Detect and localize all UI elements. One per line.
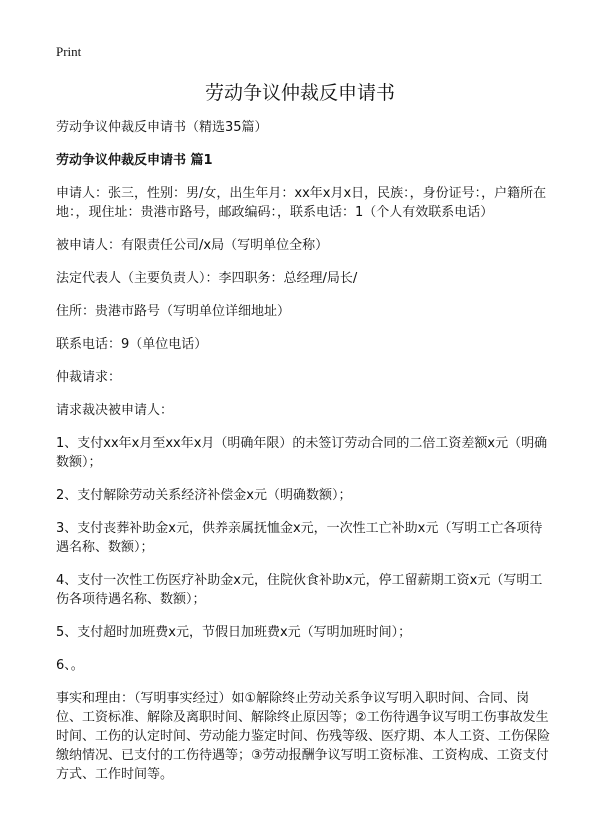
request-item-5: 5、支付超时加班费x元，节假日加班费x元（写明加班时间）； <box>56 625 412 640</box>
document-body <box>56 118 551 784</box>
request-item-1: 1、支付xx年x月至xx年x月（明确年限）的未签订劳动合同的二倍工资差额x元（明确数额）； <box>56 436 548 470</box>
contact-phone-paragraph: 联系电话：9（单位电话） <box>56 337 208 352</box>
document-subtitle: 劳动争议仲裁反申请书（精选35篇） <box>56 120 268 135</box>
facts-and-reasons-paragraph: 事实和理由：（写明事实经过）如①解除终止劳动关系争议写明入职时间、合同、岗位、工资标准、解除及离职时间、解除终止原因等；②工伤待遇争议写明工伤事故发生时间、工伤的认定时间、劳动能力鉴定时间、伤残等级、医疗期、本人工资、工伤保险缴纳情况、已支付的工伤待遇等；③劳动报酬争议写明工资标准、工资构成、工资支付方式、工作时间等。 <box>56 691 551 782</box>
legal-representative-paragraph: 法定代表人（主要负责人）：李四职务：总经理/局长/ <box>56 271 358 286</box>
request-item-4: 4、支付一次性工伤医疗补助金x元，住院伙食补助x元，停工留薪期工资x元（写明工伤各项待遇名称、数额）； <box>56 573 543 607</box>
section-heading: 劳动争议仲裁反申请书 篇1 <box>56 153 213 168</box>
applicant-paragraph: 申请人：张三，性别：男/女，出生年月：xx年x月x日，民族：，身份证号：，户籍所在地：，现住址：贵港市路号，邮政编码：，联系电话：1（个人有效联系电话） <box>56 186 547 220</box>
request-intro-paragraph: 请求裁决被申请人： <box>56 403 174 418</box>
arbitration-request-heading: 仲裁请求： <box>56 370 122 385</box>
document-title: 劳动争议仲裁反申请书 <box>204 82 395 104</box>
respondent-paragraph: 被申请人：有限责任公司/x局（写明单位全称） <box>56 238 329 253</box>
address-paragraph: 住所：贵港市路号（写明单位详细地址） <box>56 304 291 319</box>
print-link[interactable]: Print <box>56 44 82 59</box>
request-item-2: 2、支付解除劳动关系经济补偿金x元（明确数额）； <box>56 488 352 503</box>
request-item-6: 6、。 <box>56 658 84 673</box>
request-item-3: 3、支付丧葬补助金x元，供养亲属抚恤金x元，一次性工亡补助x元（写明工亡各项待遇名称、数额）； <box>56 521 543 555</box>
